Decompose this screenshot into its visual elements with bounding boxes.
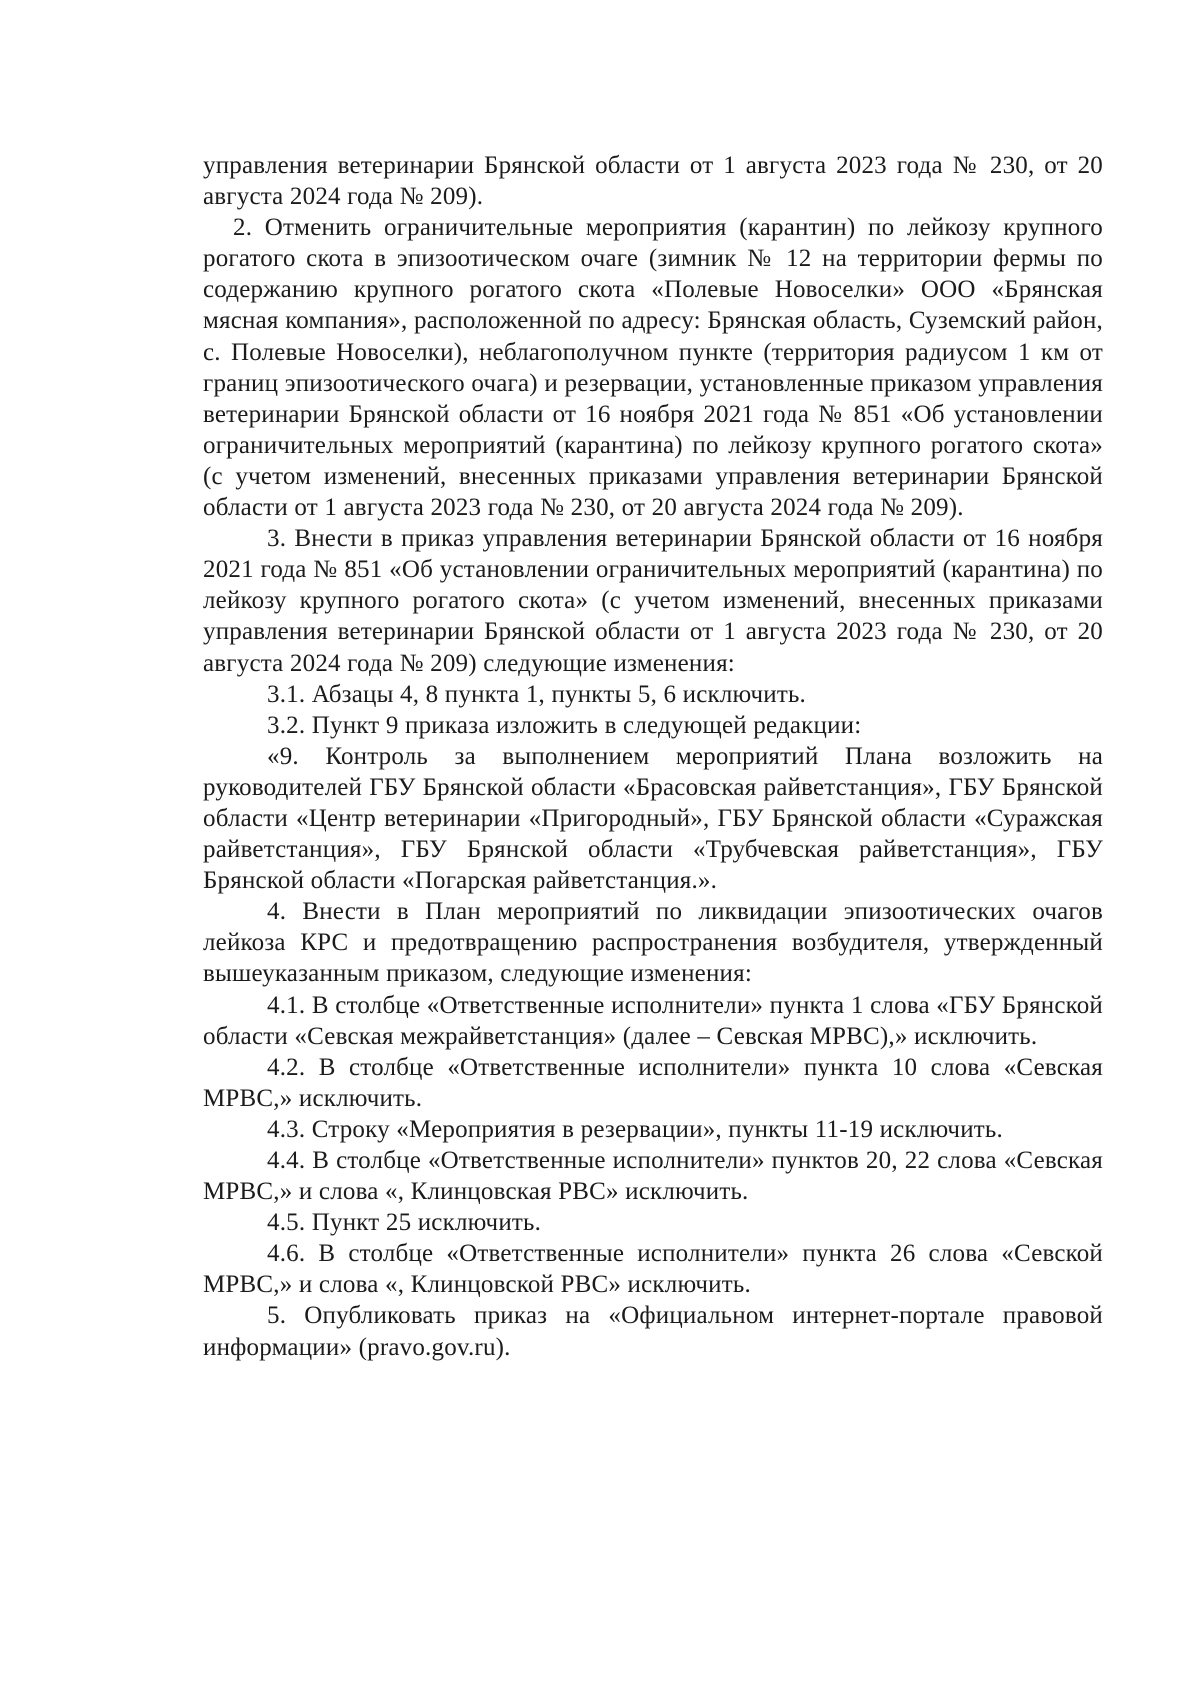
- paragraph-item-4-6: 4.6. В столбце «Ответственные исполнители» пункта 26 слова «Севской МРВС,» и слова «, Клинцовской РВС» исключить.: [203, 1240, 1103, 1299]
- paragraph-item-4-2: 4.2. В столбце «Ответственные исполнители» пункта 10 слова «Севская МРВС,» исключить.: [203, 1053, 1103, 1112]
- paragraph-item-5: 5. Опубликовать приказ на «Официальном интернет-портале правовой информации» (pravo.gov.ru).: [203, 1302, 1103, 1361]
- paragraph-item-4-5: 4.5. Пункт 25 исключить.: [267, 1209, 542, 1237]
- paragraph-item-9-quote: «9. Контроль за выполнением мероприятий Плана возложить на руководителей ГБУ Брянской области «Брасовская райветстанция», ГБУ Брянской области «Центр ветеринарии «Пригородный», ГБУ Брянской области «Суражская райветстанция», ГБУ Брянской области «Трубчевская райветстанция», ГБУ Брянской области «Погарская райветстанция.».: [203, 742, 1103, 895]
- paragraph-item-3-1: 3.1. Абзацы 4, 8 пункта 1, пункты 5, 6 исключить.: [267, 680, 806, 708]
- paragraph-item-2: 2. Отменить ограничительные мероприятия (карантин) по лейкозу крупного рогатого скота в эпизоотическом очаге (зимник № 12 на территории фермы по содержанию крупного рогатого скота «Полевые Новоселки» ООО «Брянская мясная компания», расположенной по адресу: Брянская область, Суземский район, с. Полевые Новоселки), неблагополучном пункте (территория радиусом 1 км от границ эпизоотического очага) и резервации, установленные приказом управления ветеринарии Брянской области от 16 ноября 2021 года № 851 «Об установлении ограничительных мероприятий (карантина) по лейкозу крупного рогатого скота» (с учетом изменений, внесенных приказами управления ветеринарии Брянской области от 1 августа 2023 года № 230, от 20 августа 2024 года № 209).: [203, 214, 1103, 522]
- paragraph-item-4-1: 4.1. В столбце «Ответственные исполнители» пункта 1 слова «ГБУ Брянской области «Севская межрайветстанция» (далее – Севская МРВС),» исключить.: [203, 991, 1103, 1050]
- paragraph-item-4: 4. Внести в План мероприятий по ликвидации эпизоотических очагов лейкоза КРС и предотвращению распространения возбудителя, утвержденный вышеуказанным приказом, следующие изменения:: [203, 898, 1103, 988]
- document-body: [203, 150, 1103, 1363]
- paragraph-item-3: 3. Внести в приказ управления ветеринарии Брянской области от 16 ноября 2021 года № 851 «Об установлении ограничительных мероприятий (карантина) по лейкозу крупного рогатого скота» (с учетом изменений, внесенных приказами управления ветеринарии Брянской области от 1 августа 2023 года № 230, от 20 августа 2024 года № 209) следующие изменения:: [203, 525, 1103, 677]
- paragraph-continuation: управления ветеринарии Брянской области от 1 августа 2023 года № 230, от 20 августа 2024 года № 209).: [203, 152, 1103, 211]
- paragraph-item-3-2: 3.2. Пункт 9 приказа изложить в следующей редакции:: [267, 711, 862, 739]
- paragraph-item-4-4: 4.4. В столбце «Ответственные исполнители» пунктов 20, 22 слова «Севская МРВС,» и слова «, Клинцовская РВС» исключить.: [203, 1147, 1103, 1206]
- paragraph-item-4-3: 4.3. Строку «Мероприятия в резервации», пункты 11-19 исключить.: [267, 1115, 1003, 1143]
